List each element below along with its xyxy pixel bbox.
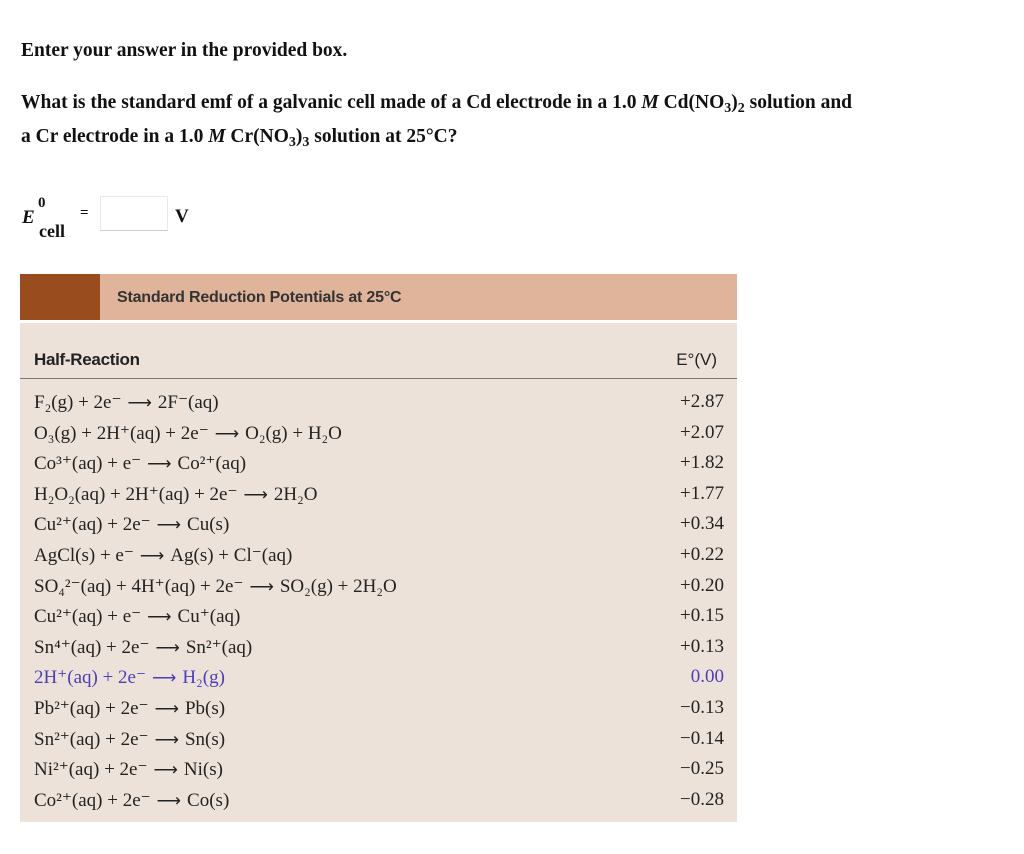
table-row xyxy=(34,666,724,696)
products: 2F⁻(aq) xyxy=(157,392,219,413)
table-row xyxy=(34,513,724,543)
potential-value: +1.77 xyxy=(680,482,724,504)
table-row xyxy=(34,544,724,574)
reactants: Sn⁴⁺(aq) + 2e⁻ xyxy=(34,636,150,658)
e-subscript: cell xyxy=(39,221,65,241)
reactants: O₃(g) + 2H⁺(aq) + 2e⁻ xyxy=(34,422,209,444)
instruction-text: Enter your answer in the provided box. xyxy=(21,40,348,61)
unit-label: V xyxy=(175,206,189,227)
potential-value: +0.13 xyxy=(680,635,724,657)
question-text: Cr(NO xyxy=(225,126,289,147)
potential-value: 0.00 xyxy=(690,666,724,688)
reactants: AgCl(s) + e⁻ xyxy=(34,545,134,566)
question-line-1 xyxy=(21,92,852,117)
products: H₂(g) xyxy=(182,667,225,689)
reaction-arrow-icon: ⟶ xyxy=(154,729,179,749)
e-symbol: E xyxy=(22,207,35,228)
table-row xyxy=(34,697,724,727)
col-header-reaction: Half-Reaction xyxy=(34,350,140,369)
table-row xyxy=(34,758,724,788)
table-row xyxy=(34,728,724,758)
subscript: 2 xyxy=(737,101,745,116)
question-line-2 xyxy=(21,126,458,151)
reactants: Cu²⁺(aq) + 2e⁻ xyxy=(34,514,151,536)
potential-value: +2.87 xyxy=(680,391,724,412)
table-row xyxy=(34,789,724,819)
products: Sn²⁺(aq) xyxy=(185,636,253,658)
reaction-arrow-icon: ⟶ xyxy=(147,607,172,627)
e-superscript: 0 xyxy=(38,195,46,211)
potential-value: −0.25 xyxy=(680,758,724,780)
question-text: Cd(NO xyxy=(658,92,725,113)
reaction-arrow-icon: ⟶ xyxy=(152,668,177,688)
table-row xyxy=(34,452,724,482)
reactants: Pb²⁺(aq) + 2e⁻ xyxy=(34,698,149,719)
table-row xyxy=(34,605,724,635)
reactants: Co³⁺(aq) + e⁻ xyxy=(34,453,142,475)
products: Ag(s) + Cl⁻(aq) xyxy=(170,545,293,566)
subscript: 3 xyxy=(288,135,296,150)
reaction-arrow-icon: ⟶ xyxy=(127,393,152,412)
reactants: Cu²⁺(aq) + e⁻ xyxy=(34,606,142,628)
reactants: Co²⁺(aq) + 2e⁻ xyxy=(34,789,151,811)
reaction-arrow-icon: ⟶ xyxy=(214,423,240,443)
products: SO₂(g) + 2H₂O xyxy=(279,575,397,597)
table-row xyxy=(34,422,724,452)
question-text: a Cr electrode in a 1.0 xyxy=(21,126,209,147)
products: Co(s) xyxy=(187,789,230,811)
reactants: Ni²⁺(aq) + 2e⁻ xyxy=(34,759,148,781)
potential-value: +2.07 xyxy=(680,421,724,443)
reduction-potentials-table xyxy=(20,323,737,822)
question-text: What is the standard emf of a galvanic cell made of a Cd electrode in a 1.0 xyxy=(21,92,642,113)
title-swatch xyxy=(20,274,100,320)
potential-value: −0.13 xyxy=(680,697,724,718)
reactants: F₂(g) + 2e⁻ xyxy=(34,392,122,413)
potential-value: +0.22 xyxy=(680,544,724,565)
products: Ni(s) xyxy=(183,759,223,781)
equals-sign: = xyxy=(80,205,89,221)
reaction-arrow-icon: ⟶ xyxy=(154,699,179,718)
potential-value: −0.28 xyxy=(680,788,724,810)
products: Cu⁺(aq) xyxy=(177,606,241,628)
reaction-arrow-icon: ⟶ xyxy=(139,546,165,565)
table-header xyxy=(20,323,737,379)
answer-input[interactable] xyxy=(100,196,168,231)
molar-symbol: M xyxy=(208,126,226,147)
potential-value: +0.20 xyxy=(680,574,724,596)
potential-value: +1.82 xyxy=(680,452,724,474)
question-text: ) xyxy=(731,92,738,113)
reaction-arrow-icon: ⟶ xyxy=(155,637,180,657)
potential-value: −0.14 xyxy=(680,727,724,749)
reactants: H₂O₂(aq) + 2H⁺(aq) + 2e⁻ xyxy=(34,483,238,505)
table-title-bar xyxy=(20,274,737,320)
products: Co²⁺(aq) xyxy=(177,453,247,475)
products: 2H₂O xyxy=(273,483,318,505)
table-title: Standard Reduction Potentials at 25°C xyxy=(117,289,402,306)
table-row xyxy=(34,391,724,421)
reaction-arrow-icon: ⟶ xyxy=(147,454,172,474)
table-row xyxy=(34,636,724,666)
table-row xyxy=(34,575,724,605)
products: Sn(s) xyxy=(184,728,226,750)
subscript: 3 xyxy=(302,135,310,150)
reaction-arrow-icon: ⟶ xyxy=(156,515,182,535)
subscript: 3 xyxy=(724,101,732,116)
reactants: SO₄²⁻(aq) + 4H⁺(aq) + 2e⁻ xyxy=(34,575,244,597)
question-text: solution at 25°C? xyxy=(309,126,458,147)
reaction-arrow-icon: ⟶ xyxy=(153,760,178,780)
reaction-arrow-icon: ⟶ xyxy=(243,484,268,504)
reaction-arrow-icon: ⟶ xyxy=(249,576,274,596)
products: Pb(s) xyxy=(184,698,226,719)
reaction-arrow-icon: ⟶ xyxy=(156,790,182,810)
question-text: ) xyxy=(295,126,303,147)
potential-value: +0.34 xyxy=(680,513,724,535)
molar-symbol: M xyxy=(641,92,659,113)
col-header-potential: E°(V) xyxy=(676,350,717,369)
reactants: Sn²⁺(aq) + 2e⁻ xyxy=(34,728,149,750)
products: O₂(g) + H₂O xyxy=(245,422,342,444)
question-text: solution and xyxy=(744,92,853,113)
products: Cu(s) xyxy=(187,514,230,536)
potential-value: +0.15 xyxy=(680,605,724,627)
reactants: 2H⁺(aq) + 2e⁻ xyxy=(34,667,147,689)
table-row xyxy=(34,483,724,513)
